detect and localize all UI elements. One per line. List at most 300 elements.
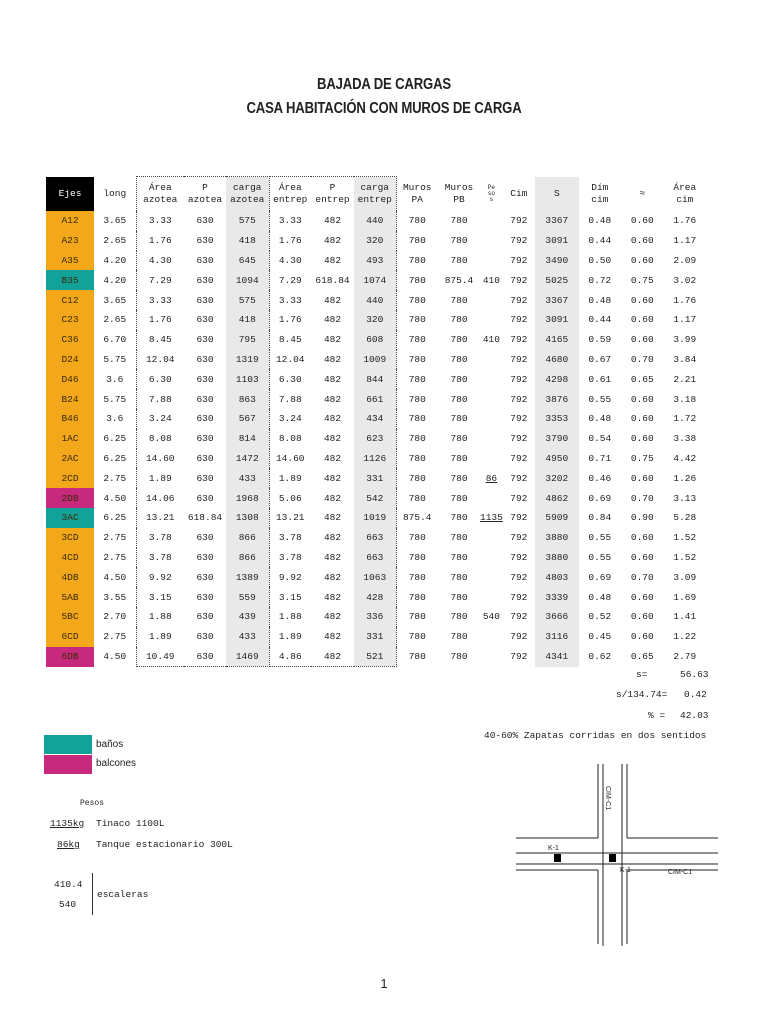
muros-pb-cell: 780 — [450, 215, 468, 227]
area-azotea-cell: 3.24 — [136, 409, 184, 429]
p-entrep-cell: 618.84 — [315, 274, 350, 286]
s-cell: 3353 — [535, 409, 579, 429]
p-azotea-cell: 630 — [196, 413, 214, 425]
eje-cell: 4CD — [46, 548, 94, 568]
s-cell: 4950 — [535, 449, 579, 469]
dim-cim-cell: 0.48 — [588, 294, 612, 306]
muros-pb-cell: 780 — [450, 235, 468, 247]
carga-entrep-cell: 844 — [354, 369, 396, 389]
approx-cell: 0.65 — [630, 651, 654, 663]
area-azotea-cell: 3.33 — [136, 211, 184, 231]
area-azotea-cell: 4.30 — [136, 251, 184, 271]
long-cell: 2.75 — [103, 472, 127, 484]
legend-swatch-banos — [44, 735, 92, 754]
table-row — [46, 310, 706, 330]
cim-cell: 792 — [510, 353, 528, 365]
carga-entrep-cell: 1019 — [354, 508, 396, 528]
table-row — [46, 548, 706, 568]
p-entrep-cell: 482 — [323, 452, 342, 464]
carga-azotea-cell: 795 — [226, 330, 269, 350]
table-row — [46, 488, 706, 508]
long-cell: 2.75 — [103, 551, 127, 563]
approx-cell: 0.60 — [630, 433, 654, 445]
area-entrep-cell: 4.86 — [269, 647, 311, 667]
header-area-azotea: Área azotea — [136, 177, 184, 212]
muros-pa-cell: 780 — [408, 651, 426, 663]
pesos-cell — [480, 231, 503, 251]
muros-pb-cell: 780 — [450, 254, 468, 266]
area-entrep-cell: 7.88 — [278, 393, 302, 405]
p-entrep-cell: 482 — [323, 373, 342, 385]
p-azotea-cell: 630 — [196, 452, 214, 464]
s-cell: 3116 — [535, 627, 579, 647]
p-azotea-cell: 630 — [196, 433, 214, 445]
area-entrep-cell: 5.06 — [278, 492, 302, 504]
muros-pa-cell: 780 — [408, 215, 426, 227]
muros-pa-cell: 780 — [408, 294, 426, 306]
area-azotea-cell: 3.15 — [136, 587, 184, 607]
eje-cell: A35 — [46, 251, 94, 271]
eje-cell: 5BC — [46, 607, 94, 627]
legend-swatch-balcones — [44, 755, 92, 774]
summary-ratio-label: s/134.74= — [616, 689, 668, 700]
eje-cell: 2CD — [46, 468, 94, 488]
table-row — [46, 468, 706, 488]
carga-entrep-cell: 1009 — [354, 350, 396, 370]
pesos-cell — [480, 251, 503, 271]
pesos-cell — [480, 350, 503, 370]
eje-cell: 6CD — [46, 627, 94, 647]
approx-cell: 0.60 — [630, 591, 654, 603]
carga-azotea-cell: 866 — [226, 528, 269, 548]
table-row — [46, 607, 706, 627]
carga-azotea-cell: 1968 — [226, 488, 269, 508]
muros-pa-cell: 780 — [408, 532, 426, 544]
area-entrep-cell: 1.89 — [278, 472, 302, 484]
eje-cell: 5AB — [46, 587, 94, 607]
header-cim: Cim — [510, 187, 528, 199]
area-cim-cell: 3.13 — [673, 492, 697, 504]
carga-entrep-cell: 428 — [354, 587, 396, 607]
p-azotea-cell: 618.84 — [187, 512, 223, 524]
s-cell: 3367 — [535, 211, 579, 231]
diagram-label-top: CIM-C1 — [604, 786, 611, 811]
p-entrep-cell: 482 — [323, 215, 342, 227]
long-cell: 3.6 — [106, 373, 124, 385]
area-cim-cell: 1.22 — [673, 631, 697, 643]
area-azotea-cell: 14.06 — [136, 488, 184, 508]
approx-cell: 0.60 — [630, 611, 654, 623]
cim-cell: 792 — [510, 591, 528, 603]
header-area-entrep: Área entrep — [269, 177, 311, 212]
dim-cim-cell: 0.69 — [588, 492, 612, 504]
peso-label-tinaco: Tinaco 1100L — [96, 818, 165, 829]
dim-cim-cell: 0.61 — [588, 373, 612, 385]
carga-entrep-cell: 623 — [354, 429, 396, 449]
long-cell: 2.65 — [103, 314, 127, 326]
header-p-entrep: P entrep — [311, 177, 354, 212]
area-azotea-cell: 6.30 — [136, 369, 184, 389]
eje-cell: C12 — [46, 290, 94, 310]
dim-cim-cell: 0.72 — [588, 274, 612, 286]
carga-azotea-cell: 1103 — [226, 369, 269, 389]
pesos-cell — [480, 647, 503, 667]
area-cim-cell: 3.84 — [673, 353, 697, 365]
p-azotea-cell: 630 — [196, 274, 214, 286]
dim-cim-cell: 0.48 — [588, 591, 612, 603]
legend-label-balcones: balcones — [96, 758, 137, 769]
muros-pb-cell: 780 — [450, 334, 468, 346]
p-azotea-cell: 630 — [196, 373, 214, 385]
p-entrep-cell: 482 — [323, 353, 342, 365]
table-header-row — [46, 177, 706, 212]
carga-azotea-cell: 1472 — [226, 449, 269, 469]
cim-cell: 792 — [510, 512, 528, 524]
dim-cim-cell: 0.69 — [588, 571, 612, 583]
muros-pa-cell: 780 — [408, 472, 426, 484]
dim-cim-cell: 0.55 — [588, 393, 612, 405]
s-cell: 4862 — [535, 488, 579, 508]
area-cim-cell: 1.76 — [673, 215, 697, 227]
area-azotea-cell: 7.88 — [136, 389, 184, 409]
pesos-cell — [480, 310, 503, 330]
diagram-label-right: CIM-C1 — [668, 869, 693, 876]
area-entrep-cell: 1.76 — [278, 314, 302, 326]
muros-pa-cell: 780 — [408, 452, 426, 464]
carga-entrep-cell: 521 — [354, 647, 396, 667]
muros-pb-cell: 780 — [450, 353, 468, 365]
area-cim-cell: 1.52 — [673, 532, 697, 544]
carga-entrep-cell: 663 — [354, 528, 396, 548]
carga-entrep-cell: 331 — [354, 468, 396, 488]
dim-cim-cell: 0.62 — [588, 651, 612, 663]
table-row — [46, 350, 706, 370]
area-cim-cell: 5.28 — [673, 512, 697, 524]
carga-azotea-cell: 575 — [226, 211, 269, 231]
area-cim-cell: 3.02 — [673, 274, 697, 286]
area-azotea-cell: 12.04 — [136, 350, 184, 370]
approx-cell: 0.60 — [630, 631, 654, 643]
carga-azotea-cell: 1389 — [226, 567, 269, 587]
approx-cell: 0.75 — [630, 452, 654, 464]
diagram-label-k1a: K-1 — [548, 845, 559, 852]
cim-cell: 792 — [510, 651, 528, 663]
table-row — [46, 231, 706, 251]
carga-entrep-cell: 336 — [354, 607, 396, 627]
header-area-cim: Área cim — [673, 181, 697, 205]
area-entrep-cell: 9.92 — [278, 571, 302, 583]
summary-s-label: s= — [636, 669, 648, 680]
cim-cell: 792 — [510, 631, 528, 643]
carga-azotea-cell: 433 — [226, 627, 269, 647]
muros-pb-cell: 780 — [450, 433, 468, 445]
muros-pa-cell: 780 — [408, 373, 426, 385]
muros-pb-cell: 780 — [450, 611, 468, 623]
pesos-cell — [480, 567, 503, 587]
summary-pct-value: 42.03 — [680, 710, 709, 721]
dim-cim-cell: 0.67 — [588, 353, 612, 365]
muros-pa-cell: 780 — [408, 433, 426, 445]
peso-label-tanque: Tanque estacionario 300L — [96, 839, 233, 850]
s-cell: 3666 — [535, 607, 579, 627]
eje-cell: D24 — [46, 350, 94, 370]
muros-pa-cell: 780 — [408, 235, 426, 247]
carga-entrep-cell: 493 — [354, 251, 396, 271]
escaleras-value-2: 540 — [59, 899, 77, 910]
eje-cell: 4DB — [46, 567, 94, 587]
table-row — [46, 251, 706, 271]
area-azotea-cell: 1.88 — [136, 607, 184, 627]
area-azotea-cell: 7.29 — [136, 270, 184, 290]
dim-cim-cell: 0.45 — [588, 631, 612, 643]
area-cim-cell: 3.38 — [673, 433, 697, 445]
area-cim-cell: 1.41 — [673, 611, 697, 623]
s-cell: 3790 — [535, 429, 579, 449]
carga-azotea-cell: 1469 — [226, 647, 269, 667]
dim-cim-cell: 0.44 — [588, 314, 612, 326]
peso-value-tinaco: 1135kg — [50, 818, 85, 829]
p-azotea-cell: 630 — [196, 492, 214, 504]
muros-pb-cell: 780 — [450, 413, 468, 425]
long-cell: 3.65 — [103, 294, 127, 306]
eje-cell: C23 — [46, 310, 94, 330]
cim-cell: 792 — [510, 215, 528, 227]
cim-cell: 792 — [510, 551, 528, 563]
muros-pa-cell: 780 — [408, 314, 426, 326]
foundation-diagram — [510, 760, 726, 950]
area-entrep-cell: 14.60 — [275, 452, 305, 464]
approx-cell: 0.60 — [630, 413, 654, 425]
approx-cell: 0.70 — [630, 571, 654, 583]
table-row — [46, 270, 706, 290]
carga-entrep-cell: 320 — [354, 231, 396, 251]
cim-cell: 792 — [510, 274, 528, 286]
table-row — [46, 627, 706, 647]
area-entrep-cell: 3.33 — [278, 294, 302, 306]
carga-azotea-cell: 567 — [226, 409, 269, 429]
carga-azotea-cell: 645 — [226, 251, 269, 271]
s-cell: 4680 — [535, 350, 579, 370]
long-cell: 4.50 — [103, 651, 127, 663]
carga-azotea-cell: 1319 — [226, 350, 269, 370]
approx-cell: 0.75 — [630, 274, 654, 286]
carga-azotea-cell: 863 — [226, 389, 269, 409]
dim-cim-cell: 0.84 — [588, 512, 612, 524]
long-cell: 4.20 — [103, 254, 127, 266]
dim-cim-cell: 0.48 — [588, 413, 612, 425]
area-entrep-cell: 7.29 — [278, 274, 302, 286]
eje-cell: B46 — [46, 409, 94, 429]
area-cim-cell: 1.17 — [673, 235, 697, 247]
summary-ratio-value: 0.42 — [684, 689, 707, 700]
area-entrep-cell: 3.15 — [278, 591, 302, 603]
long-cell: 5.75 — [103, 353, 127, 365]
long-cell: 2.65 — [103, 235, 127, 247]
carga-azotea-cell: 866 — [226, 548, 269, 568]
cim-cell: 792 — [510, 294, 528, 306]
approx-cell: 0.90 — [630, 512, 654, 524]
pesos-cell: 540 — [482, 611, 500, 623]
table-row — [46, 409, 706, 429]
dim-cim-cell: 0.46 — [588, 472, 612, 484]
area-azotea-cell: 8.08 — [136, 429, 184, 449]
table-row — [46, 211, 706, 231]
cim-cell: 792 — [510, 472, 528, 484]
page-subtitle: CASA HABITACIÓN CON MUROS DE CARGA — [246, 100, 522, 117]
p-azotea-cell: 630 — [196, 393, 214, 405]
loads-table — [46, 176, 706, 667]
muros-pb-cell: 780 — [450, 393, 468, 405]
dim-cim-cell: 0.52 — [588, 611, 612, 623]
pesos-cell — [480, 409, 503, 429]
carga-entrep-cell: 542 — [354, 488, 396, 508]
header-approx: ≈ — [639, 187, 646, 199]
carga-entrep-cell: 1126 — [354, 449, 396, 469]
header-carga-entrep: carga entrep — [354, 177, 396, 212]
long-cell: 3.6 — [106, 413, 124, 425]
long-cell: 6.25 — [103, 433, 127, 445]
area-entrep-cell: 3.78 — [278, 532, 302, 544]
carga-entrep-cell: 1063 — [354, 567, 396, 587]
area-azotea-cell: 1.89 — [136, 627, 184, 647]
carga-entrep-cell: 440 — [354, 211, 396, 231]
cim-cell: 792 — [510, 532, 528, 544]
muros-pa-cell: 780 — [408, 353, 426, 365]
p-azotea-cell: 630 — [184, 647, 226, 667]
s-cell: 4165 — [535, 330, 579, 350]
p-azotea-cell: 630 — [196, 215, 214, 227]
pesos-cell: 86 — [485, 472, 498, 484]
dim-cim-cell: 0.48 — [588, 215, 612, 227]
p-azotea-cell: 630 — [196, 571, 214, 583]
muros-pa-cell: 780 — [408, 393, 426, 405]
s-cell: 3091 — [535, 231, 579, 251]
summary-s-value: 56.63 — [680, 669, 709, 680]
s-cell: 3876 — [535, 389, 579, 409]
cim-cell: 792 — [510, 611, 528, 623]
p-entrep-cell: 482 — [323, 512, 342, 524]
eje-cell: A12 — [46, 211, 94, 231]
cim-cell: 792 — [510, 452, 528, 464]
long-cell: 3.65 — [103, 215, 127, 227]
header-long: long — [103, 187, 127, 199]
pesos-cell: 1135 — [480, 512, 503, 524]
table-row — [46, 587, 706, 607]
p-entrep-cell: 482 — [323, 611, 342, 623]
carga-entrep-cell: 1074 — [354, 270, 396, 290]
approx-cell: 0.70 — [630, 492, 654, 504]
carga-entrep-cell: 440 — [354, 290, 396, 310]
area-entrep-cell: 6.30 — [278, 373, 302, 385]
area-entrep-cell: 13.21 — [275, 512, 305, 524]
table-row — [46, 330, 706, 350]
muros-pa-cell: 780 — [408, 274, 426, 286]
s-cell: 5909 — [535, 508, 579, 528]
muros-pb-cell: 780 — [450, 472, 468, 484]
carga-azotea-cell: 1094 — [226, 270, 269, 290]
carga-entrep-cell: 608 — [354, 330, 396, 350]
approx-cell: 0.60 — [630, 532, 654, 544]
muros-pb-cell: 780 — [450, 452, 468, 464]
cim-cell: 792 — [510, 235, 528, 247]
pesos-cell — [480, 488, 503, 508]
area-entrep-cell: 4.30 — [278, 254, 302, 266]
pesos-title: Pesos — [80, 799, 105, 808]
muros-pa-cell: 780 — [408, 334, 426, 346]
header-dim-cim: Dím cim — [591, 181, 609, 205]
p-azotea-cell: 630 — [196, 254, 214, 266]
p-azotea-cell: 630 — [196, 532, 214, 544]
header-muros-pb: Muros PB — [444, 181, 474, 205]
approx-cell: 0.60 — [630, 254, 654, 266]
area-cim-cell: 3.18 — [673, 393, 697, 405]
table-row — [46, 647, 706, 667]
pesos-cell — [480, 211, 503, 231]
p-azotea-cell: 630 — [196, 591, 214, 603]
table-row — [46, 389, 706, 409]
muros-pb-cell: 875.4 — [444, 274, 474, 286]
approx-cell: 0.60 — [630, 334, 654, 346]
p-entrep-cell: 482 — [323, 433, 342, 445]
peso-value-tanque: 86kg — [57, 839, 80, 850]
area-cim-cell: 2.79 — [673, 651, 697, 663]
p-azotea-cell: 630 — [196, 611, 214, 623]
area-azotea-cell: 1.76 — [136, 231, 184, 251]
carga-entrep-cell: 434 — [354, 409, 396, 429]
s-cell: 3091 — [535, 310, 579, 330]
pesos-cell — [480, 587, 503, 607]
dim-cim-cell: 0.59 — [588, 334, 612, 346]
page-title: BAJADA DE CARGAS — [317, 76, 451, 93]
muros-pa-cell: 780 — [408, 551, 426, 563]
area-entrep-cell: 3.78 — [278, 551, 302, 563]
area-cim-cell: 3.99 — [673, 334, 697, 346]
eje-cell: B35 — [46, 270, 94, 290]
header-s: S — [535, 177, 579, 212]
muros-pb-cell: 780 — [450, 314, 468, 326]
p-azotea-cell: 630 — [196, 631, 214, 643]
s-cell: 3202 — [535, 468, 579, 488]
s-cell: 3880 — [535, 528, 579, 548]
approx-cell: 0.60 — [630, 294, 654, 306]
carga-entrep-cell: 331 — [354, 627, 396, 647]
p-entrep-cell: 482 — [323, 551, 342, 563]
dim-cim-cell: 0.55 — [588, 532, 612, 544]
p-entrep-cell: 482 — [323, 294, 342, 306]
area-cim-cell: 1.26 — [673, 472, 697, 484]
pesos-cell — [480, 429, 503, 449]
area-cim-cell: 2.21 — [673, 373, 697, 385]
cim-cell: 792 — [510, 571, 528, 583]
p-azotea-cell: 630 — [196, 314, 214, 326]
table-body — [46, 211, 706, 667]
area-azotea-cell: 10.49 — [136, 647, 184, 667]
area-azotea-cell: 3.33 — [136, 290, 184, 310]
muros-pa-cell: 780 — [408, 571, 426, 583]
cim-cell: 792 — [510, 433, 528, 445]
long-cell: 6.70 — [103, 334, 127, 346]
area-entrep-cell: 8.08 — [278, 433, 302, 445]
pesos-cell — [480, 369, 503, 389]
p-azotea-cell: 630 — [196, 353, 214, 365]
area-azotea-cell: 8.45 — [136, 330, 184, 350]
long-cell: 2.75 — [103, 532, 127, 544]
pesos-cell — [480, 528, 503, 548]
muros-pb-cell: 780 — [450, 294, 468, 306]
diagram-label-k1b: K-1 — [620, 867, 631, 874]
header-p-azotea: P azotea — [184, 177, 226, 212]
p-entrep-cell: 482 — [323, 631, 342, 643]
